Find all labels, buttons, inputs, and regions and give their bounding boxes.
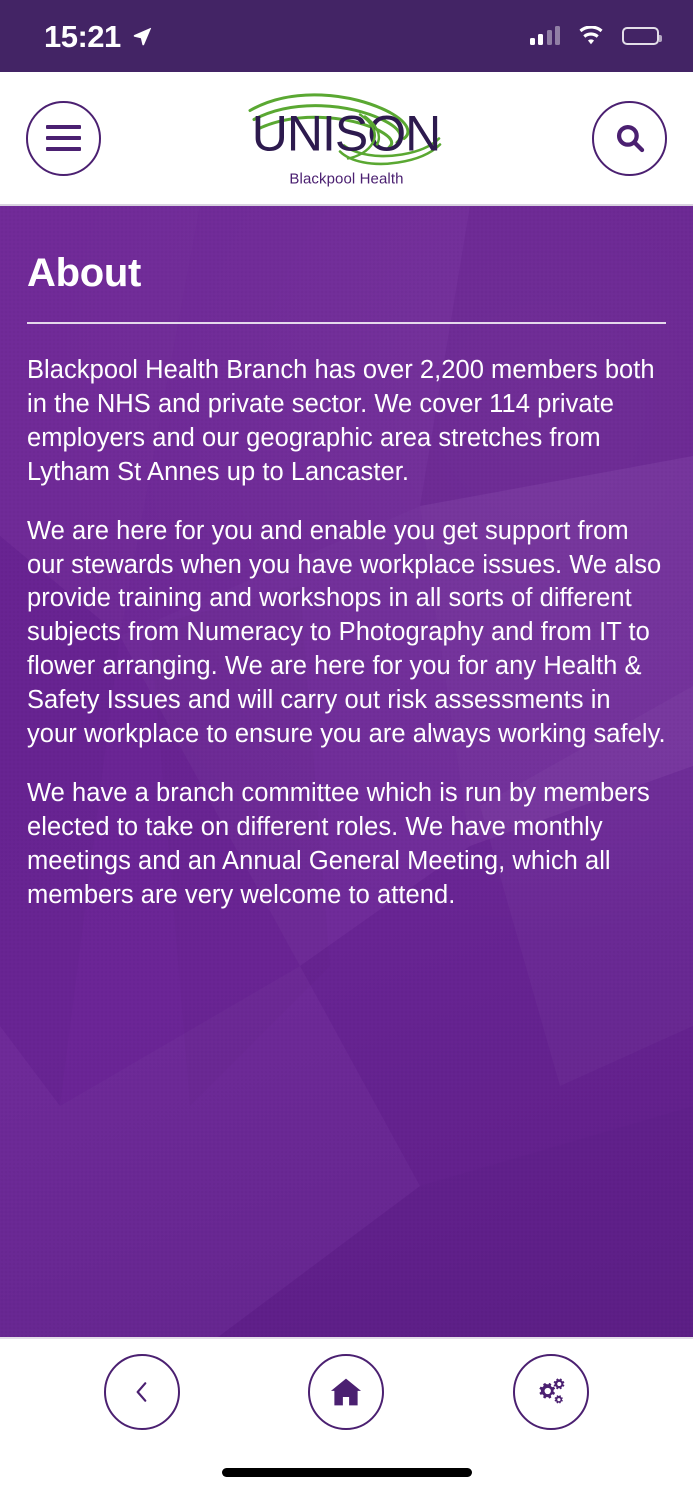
cellular-signal-icon [530,27,561,45]
paragraph: We are here for you and enable you get support from our stewards when you have workplace issues. We also provide training and workshops in all sorts of different subjects from Numeracy to Photography and from IT to flower arranging. We are here for you for any Health & Safety Issues and will carry out risk assessments in your workplace to ensure you are always working safely. [27,516,666,749]
hamburger-menu-icon [46,125,81,151]
search-icon [613,121,647,155]
app-header [0,72,693,206]
search-button[interactable] [592,101,667,176]
bottom-navigation-bar [0,1337,693,1445]
battery-icon [622,27,659,45]
svg-text:UNISON: UNISON [251,105,440,162]
settings-button[interactable] [513,1354,589,1430]
chevron-left-icon [129,1379,155,1405]
status-bar-clock: 15:21 [44,18,121,54]
back-button[interactable] [104,1354,180,1430]
brand-subtitle: Blackpool Health [289,170,404,188]
about-body-text [27,354,666,913]
brand-logo [212,89,482,188]
page-content [0,206,693,1337]
location-arrow-icon [131,25,153,47]
cogs-icon [534,1375,568,1409]
paragraph: We have a branch committee which is run by members elected to take on different roles. We have monthly meetings and an Annual General Meeting, which all members are very welcome to attend. [27,778,650,909]
home-button[interactable] [308,1354,384,1430]
status-bar [0,0,693,72]
hamburger-menu-button[interactable] [26,101,101,176]
unison-logo-icon [232,89,462,169]
paragraph: Blackpool Health Branch has over 2,200 members both in the NHS and private sector. We cover 114 private employers and our geographic area stretches from Lytham St Annes up to Lancaster. [27,356,655,486]
status-bar-right [530,26,660,47]
status-bar-left [44,18,153,54]
page-title: About [27,251,142,295]
title-divider [27,322,666,324]
home-indicator-area [0,1445,693,1500]
home-icon [329,1375,363,1409]
wifi-icon [577,26,605,47]
home-indicator-bar[interactable] [222,1468,472,1477]
